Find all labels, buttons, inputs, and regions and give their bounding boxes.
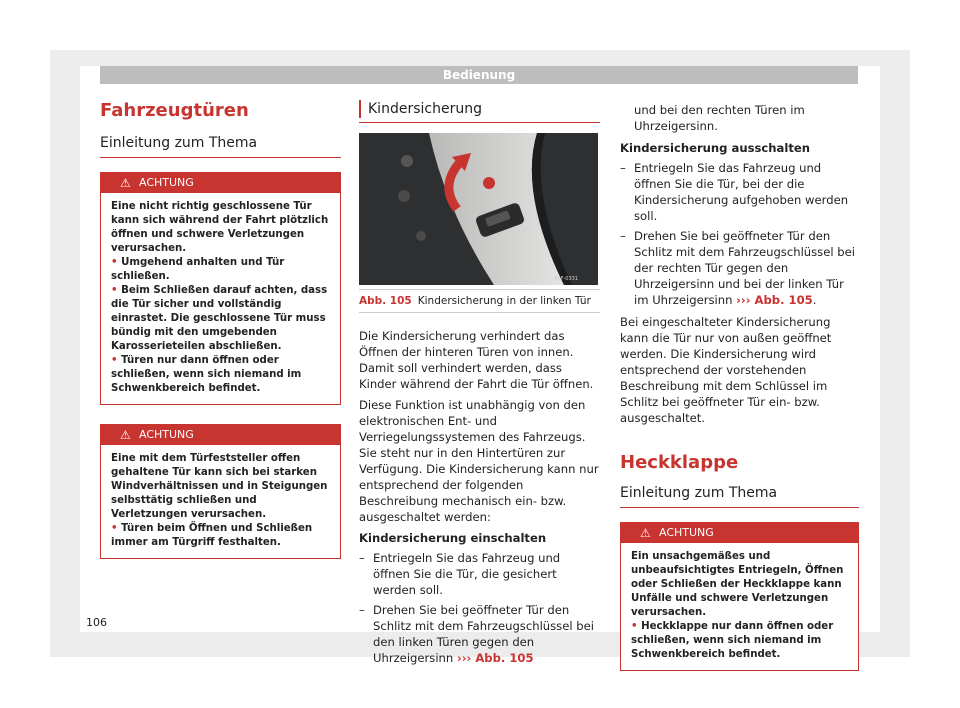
page-number: 106: [86, 616, 107, 629]
warning-header: [621, 523, 858, 543]
warning-label: ACHTUNG: [139, 176, 194, 189]
warning-box: [100, 424, 341, 559]
section-header: Bedienung: [100, 66, 858, 84]
figure-image: [359, 133, 598, 285]
warning-item: • Türen beim Öffnen und Schließen immer am Türgriff festhalten.: [111, 523, 313, 548]
middle-column: [359, 100, 600, 666]
figure-code: B5F-0331: [554, 276, 579, 282]
warning-box: [620, 522, 859, 671]
warning-header: [101, 173, 340, 193]
body-text: [359, 328, 600, 666]
warning-intro: Eine mit dem Türfeststeller offen gehaltene Tür kann sich bei starken Windverhältnissen und in Steigungen selbsttätig schließen und Verletzungen verursachen.: [111, 453, 328, 520]
divider: [359, 289, 600, 290]
warning-triangle-icon: ⚠: [120, 428, 131, 442]
paragraph: Bei eingeschalteter Kindersicherung kann die Tür nur von außen geöffnet werden. Die Kindersicherung wird entsprechend der vorstehenden Beschreibung mit dem Schlüssel im Schlitz bei geöffneter Tür ein- bzw. ausgeschaltet.: [620, 315, 832, 425]
figure-caption: [359, 294, 600, 308]
divider: [100, 157, 341, 158]
body-text: [620, 102, 859, 426]
paragraph: Diese Funktion ist unabhängig von den elektronischen Ent- und Verriegelungssystemen des Fahrzeugs. Sie steht nur in den Hintertüren zur Verfügung. Die Kindersicherung kann nur entsprechend der folgenden Beschreibung mechanisch ein- bzw. ausgeschaltet werden:: [359, 398, 599, 524]
warning-label: ACHTUNG: [139, 428, 194, 441]
warning-triangle-icon: ⚠: [640, 526, 651, 540]
warning-box: [100, 172, 341, 405]
section-subtitle: Einleitung zum Thema: [100, 135, 258, 151]
warning-item: • Umgehend anhalten und Tür schließen.: [111, 257, 285, 282]
warning-item: • Beim Schließen darauf achten, dass die Tür sicher und vollständig einrastet. Die geschlossene Tür muss bündig mit den umgebenden Karosserieteilen abschließen.: [111, 285, 328, 352]
warning-header: [101, 425, 340, 445]
section-title: Heckklappe: [620, 452, 739, 473]
step-continuation: und bei den rechten Türen im Uhrzeigersinn.: [634, 103, 805, 133]
section-subtitle: Einleitung zum Thema: [620, 485, 778, 501]
step-heading: Kindersicherung ausschalten: [620, 141, 810, 155]
divider: [620, 507, 859, 508]
warning-body: [621, 543, 858, 670]
step-heading: Kindersicherung einschalten: [359, 531, 547, 545]
warning-item: • Türen nur dann öffnen oder schließen, wenn sich niemand im Schwenkbereich befindet.: [111, 355, 302, 394]
figure-caption-text: Kindersicherung in der linken Tür: [417, 295, 591, 307]
figure-label: Abb. 105: [359, 295, 412, 307]
divider: [359, 122, 600, 123]
warning-triangle-icon: ⚠: [120, 176, 131, 190]
step-item: – Entriegeln Sie das Fahrzeug und öffnen Sie die Tür, bei der die Kindersicherung aufgehoben werden soll.: [620, 160, 859, 224]
warning-item: • Heckklappe nur dann öffnen oder schließen, wenn sich niemand im Schwenkbereich befindet.: [631, 621, 834, 660]
paragraph: Die Kindersicherung verhindert das Öffnen der hinteren Türen von innen. Damit soll verhindert werden, dass Kinder während der Fahrt die Tür öffnen.: [359, 329, 594, 391]
warning-body: [101, 445, 340, 558]
step-item: – Drehen Sie bei geöffneter Tür den Schlitz mit dem Fahrzeugschlüssel bei den linken Türen gegen den Uhrzeigersinn ››› Abb. 105: [359, 602, 600, 666]
step-item: – Entriegeln Sie das Fahrzeug und öffnen Sie die Tür, die gesichert werden soll.: [359, 550, 600, 598]
warning-intro: Eine nicht richtig geschlossene Tür kann sich während der Fahrt plötzlich öffnen und schwere Verletzungen verursachen.: [111, 201, 329, 254]
figure-reference-link[interactable]: ››› Abb. 105: [456, 651, 534, 665]
step-item: – Drehen Sie bei geöffneter Tür den Schlitz mit dem Fahrzeugschlüssel bei der rechten Tür gegen den Uhrzeigersinn und bei der linken Tür im Uhrzeigersinn ››› Abb. 105.: [620, 228, 859, 308]
subsection-title: Kindersicherung: [359, 100, 600, 118]
door-lock-illustration: [359, 133, 598, 285]
right-column: [620, 102, 859, 671]
warning-body: [101, 193, 340, 404]
left-column: [100, 100, 341, 559]
divider: [359, 312, 600, 313]
warning-intro: Ein unsachgemäßes und unbeaufsichtigtes Entriegeln, Öffnen oder Schließen der Heckklappe kann Unfälle und schwere Verletzungen verursachen.: [631, 551, 844, 618]
warning-label: ACHTUNG: [659, 526, 714, 539]
section-title: Fahrzeugtüren: [100, 100, 249, 121]
figure-reference-link[interactable]: ››› Abb. 105: [736, 293, 813, 307]
